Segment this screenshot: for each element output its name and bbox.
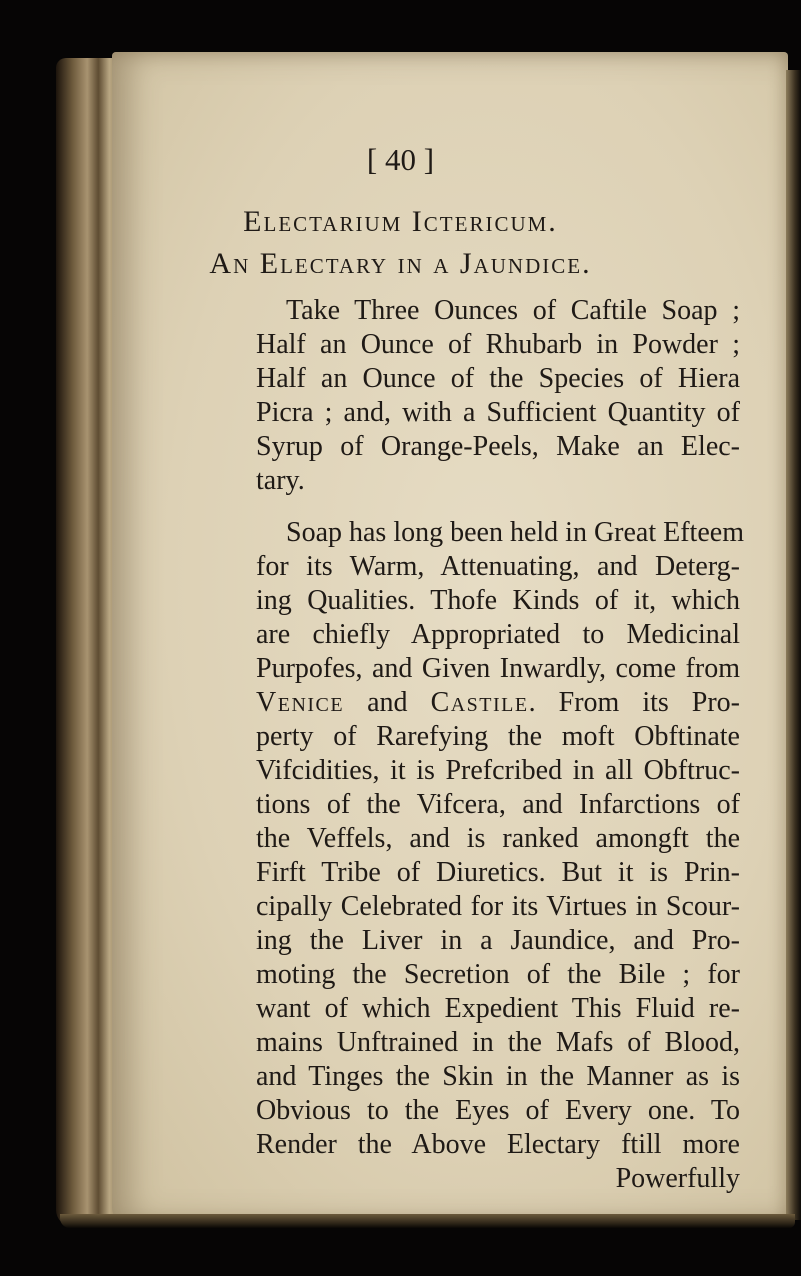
commentary-line: Soap has long been held in Great Efteem [286,517,744,548]
recipe-line: tary. [256,465,305,496]
recipe-line: Picra ; and, with a Sufficient Quantity of [256,397,740,428]
commentary-line: Obvious to the Eyes of Every one. To [256,1095,740,1126]
english-title-part: . [582,247,592,280]
commentary-line: mains Unftrained in the Mafs of Blood, [256,1027,740,1058]
commentary-line: Purpofes, and Given Inwardly, come from [256,653,740,684]
recipe-line: Half an Ounce of the Species of Hiera [256,363,740,394]
catchword: Powerfully [615,1163,740,1194]
commentary-line: ing the Liver in a Jaundice, and Pro- [256,925,740,956]
place-castile: Castile [430,687,529,718]
commentary-fragment: . From its Pro- [528,687,740,718]
commentary-line: moting the Secretion of the Bile ; for [256,959,740,990]
commentary-line: Firft Tribe of Diuretics. But it is Prin- [256,857,740,888]
recipe-line: Syrup of Orange-Peels, Make an Elec- [256,431,740,462]
english-title-part: Electary [259,247,389,280]
commentary-line: the Veffels, and is ranked amongft the [256,823,740,854]
page-bottom-edge [60,1214,795,1228]
commentary-fragment: and [344,687,431,718]
english-title-part: Jaundice [459,247,583,280]
commentary-line-places [256,686,740,720]
page-right-edge [786,70,801,1220]
commentary-line: and Tinges the Skin in the Manner as is [256,1061,740,1092]
commentary-line: Vifcidities, it is Prefcribed in all Obftruc- [256,755,740,786]
commentary-line: are chiefly Appropriated to Medicinal [256,619,740,650]
commentary-line: Render the Above Electary ftill more [256,1129,740,1160]
recipe-line: Take Three Ounces of Caftile Soap ; [286,295,740,326]
commentary-line: want of which Expedient This Fluid re- [256,993,740,1024]
commentary-line: cipally Celebrated for its Virtues in Scour- [256,891,740,922]
place-venice: Venice [256,687,345,718]
recipe-line: Half an Ounce of Rhubarb in Powder ; [256,329,740,360]
english-title [0,247,801,281]
commentary-line: tions of the Vifcera, and Infarctions of [256,789,740,820]
commentary-line: for its Warm, Attenuating, and Deterg- [256,551,740,582]
english-title-part: in a [388,247,460,280]
page-number: [ 40 ] [366,142,435,177]
commentary-line: perty of Rarefying the moft Obftinate [256,721,740,752]
english-title-part: An [209,247,260,280]
commentary-line: ing Qualities. Thofe Kinds of it, which [256,585,740,616]
latin-title: Electarium Ictericum. [243,205,558,238]
